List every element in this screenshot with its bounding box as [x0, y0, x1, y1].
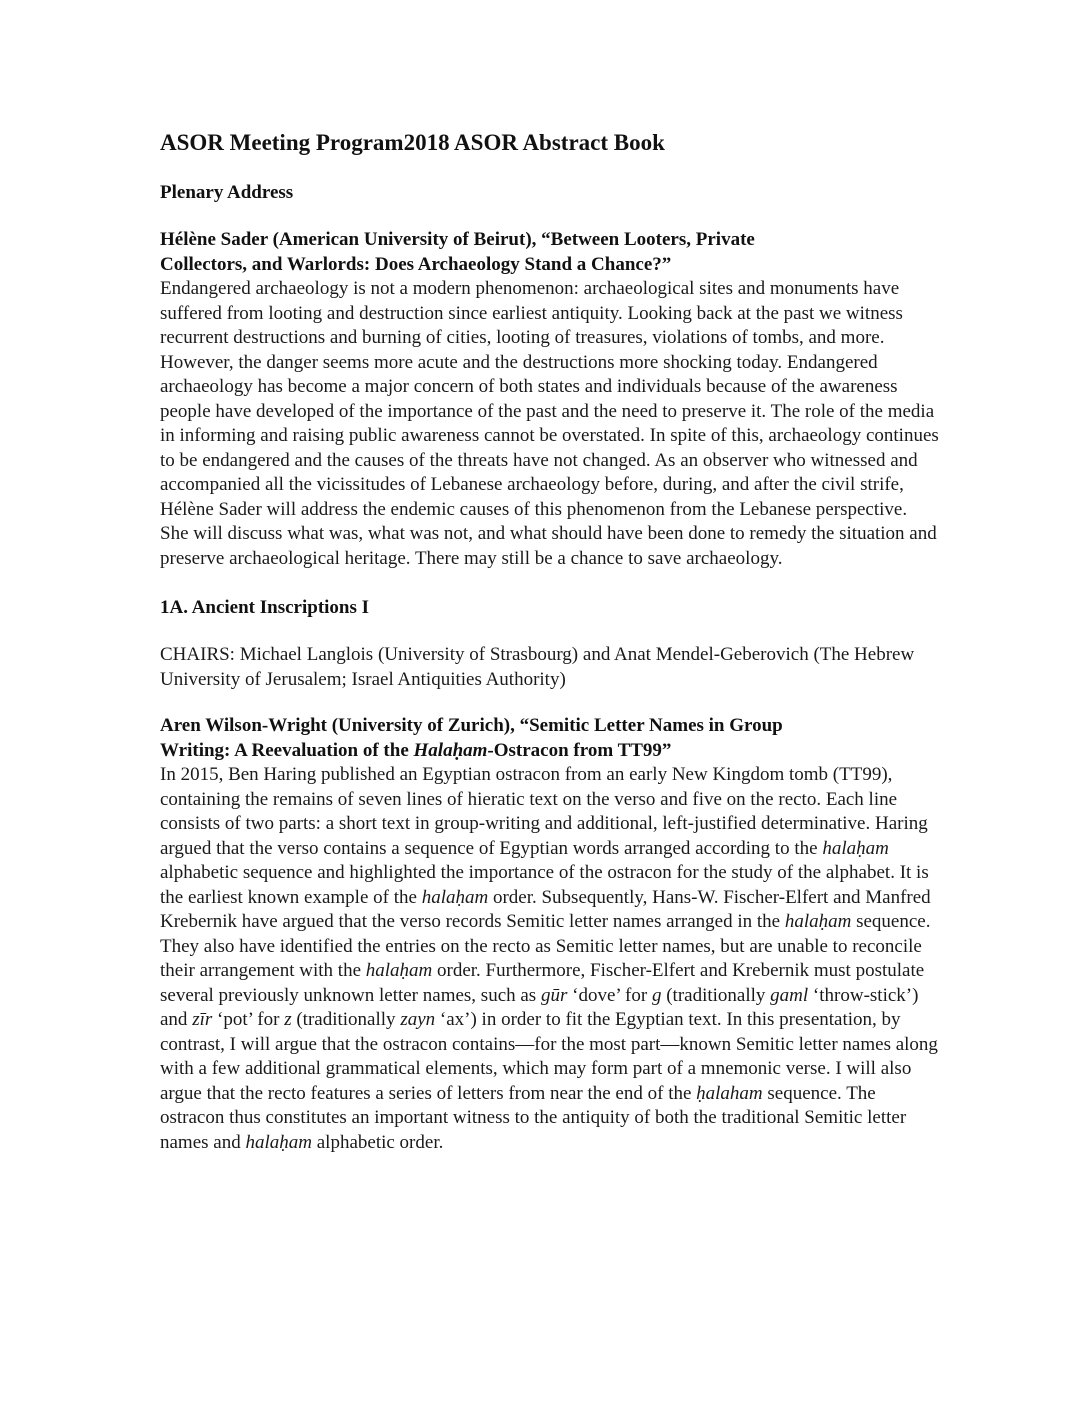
abstract-run: ‘ax’) in order to fit the Egyptian text. In this presentation, by contrast, I will argue that the ostracon contains—for the most part—known Semitic letter names along with a few additional grammatical elements, which may form part of a mnemonic verse. I will also argue that the recto features a series of letters from near the end of the	[160, 1009, 938, 1104]
abstract-run: order. Subsequently, Hans-W. Fischer-Elfert and Manfred Krebernik have argued that the verso records Semitic letter names arranged in the	[160, 886, 931, 932]
abstract-italic-term: halaḥam	[822, 837, 889, 859]
abstract-run: alphabetic sequence and highlighted the importance of the ostracon for the study of the alphabet. It is the earliest known example of the	[160, 862, 929, 908]
plenary-abstract-block	[160, 228, 940, 571]
paper-heading-post: -Ostracon from TT99”	[487, 739, 672, 761]
abstract-run: ‘pot’ for	[212, 1009, 285, 1030]
abstract-italic-term: gūr	[540, 984, 568, 1006]
paper-abstract-block	[160, 714, 940, 1155]
plenary-section-heading: Plenary Address	[160, 182, 294, 203]
abstract-run: (traditionally	[291, 1009, 401, 1030]
paper-heading	[160, 714, 940, 763]
abstract-run: ‘throw-stick’) and	[160, 984, 919, 1030]
session-chairs: CHAIRS: Michael Langlois (University of Strasbourg) and Anat Mendel-Geberovich (The Hebrew University of Jerusalem; Israel Antiquities Authority)	[160, 644, 915, 690]
abstract-run: (traditionally	[661, 984, 771, 1006]
paper-heading-pre: Writing: A Reevaluation of the	[160, 739, 414, 761]
paper-abstract-text	[160, 763, 940, 1155]
abstract-italic-term: zīr	[192, 1009, 213, 1030]
abstract-run: alphabetic order.	[311, 1131, 444, 1153]
session-heading: 1A. Ancient Inscriptions I	[160, 597, 370, 618]
plenary-abstract-text: Endangered archaeology is not a modern phenomenon: archaeological sites and monuments have suffered from looting and destruction since earliest antiquity. Looking back at the past we witness recurrent destructions and burning of cities, looting of treasures, violations of tombs, and more. However, the danger seems more acute and the destructions more shocking today. Endangered archaeology has become a major concern of both states and individuals because of the awareness people have developed of the importance of the past and the need to preserve it. The role of the media in informing and raising public awareness cannot be overstated. In spite of this, archaeology continues to be endangered and the causes of the threats have not changed. As an observer who witnessed and accompanied all the vicissitudes of Lebanese archaeology before, during, and after the civil strife, Hélène Sader will address the endemic causes of this phenomenon from the Lebanese perspective. She will discuss what was, what was not, and what should have been done to remedy the situation and preserve archaeological heritage. There may still be a chance to save archaeology.	[160, 278, 939, 569]
abstract-italic-term: g	[651, 984, 662, 1006]
abstract-italic-term: gaml	[770, 984, 809, 1006]
abstract-italic-term: z	[284, 1009, 292, 1030]
abstract-run: sequence. They also have identified the entries on the recto as Semitic letter names, but are unable to reconcile their arrangement with the	[160, 911, 931, 981]
paper-heading-line1: Aren Wilson-Wright (University of Zurich), “Semitic Letter Names in Group	[160, 715, 783, 736]
plenary-heading-line2: Collectors, and Warlords: Does Archaeology Stand a Chance?”	[160, 253, 672, 275]
plenary-paper-heading	[160, 228, 940, 277]
document-page	[160, 126, 940, 1155]
abstract-italic-term: halaḥam	[784, 911, 852, 932]
abstract-run: order. Furthermore, Fischer-Elfert and Krebernik must postulate several previously unknown letter names, such as	[160, 960, 925, 1006]
abstract-run: In 2015, Ben Haring published an Egyptian ostracon from an early New Kingdom tomb (TT99), containing the remains of seven lines of hieratic text on the verso and five on the recto. Each line consists of two parts: a short text in group-writing and additional, left-justified determinative. Haring argued that the verso contains a sequence of Egyptian words arranged according to the	[160, 764, 928, 859]
abstract-italic-term: halaḥam	[245, 1131, 312, 1153]
paper-heading-italic: Halaḥam	[413, 739, 488, 761]
abstract-italic-term: zayn	[400, 1009, 436, 1030]
abstract-run: ‘dove’ for	[567, 984, 652, 1006]
abstract-italic-term: ḥalaham	[696, 1082, 763, 1104]
plenary-heading-line1: Hélène Sader (American University of Beirut), “Between Looters, Private	[160, 229, 755, 250]
document-title: ASOR Meeting Program2018 ASOR Abstract Book	[160, 130, 665, 155]
abstract-italic-term: halaḥam	[365, 960, 433, 981]
abstract-italic-term: halaḥam	[421, 886, 489, 908]
abstract-run: sequence. The ostracon thus constitutes an important witness to the antiquity of both the traditional Semitic letter names and	[160, 1082, 907, 1153]
